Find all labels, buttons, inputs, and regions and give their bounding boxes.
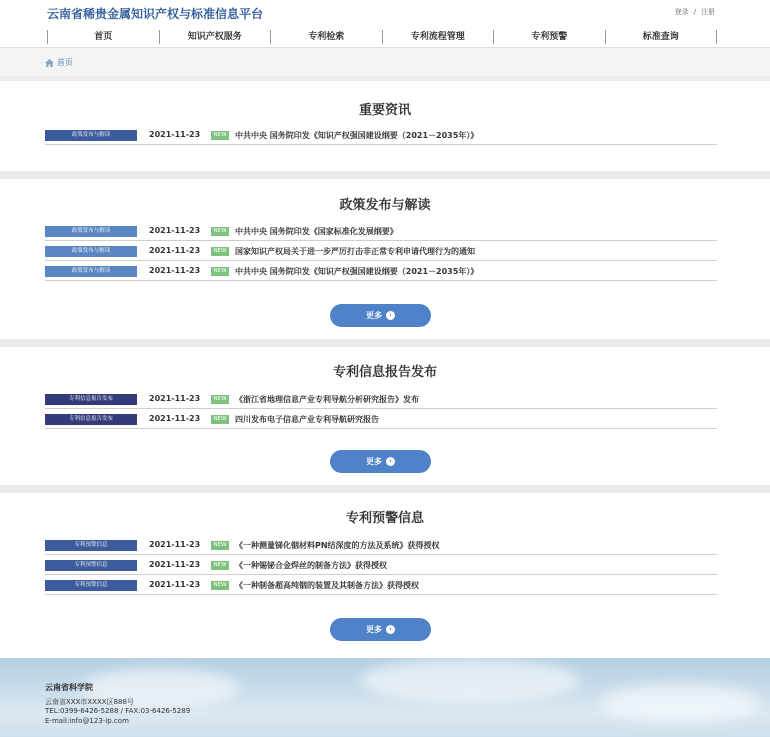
list-item[interactable] bbox=[45, 263, 717, 281]
item-title[interactable]: 《一种测量锑化铟材料PN结深度的方法及系统》获得授权 bbox=[235, 541, 440, 550]
item-title[interactable]: 中共中央 国务院印发《知识产权强国建设纲要（2021－2035年）》 bbox=[235, 131, 479, 140]
item-date: 2021-11-23 bbox=[149, 246, 201, 255]
section-policy bbox=[0, 179, 770, 339]
footer bbox=[0, 658, 770, 737]
list-item[interactable] bbox=[45, 391, 717, 409]
home-icon bbox=[45, 59, 54, 67]
new-badge: NEW bbox=[211, 395, 229, 404]
item-date: 2021-11-23 bbox=[149, 130, 201, 139]
list-item[interactable] bbox=[45, 223, 717, 241]
more-button-label: 更多 bbox=[366, 311, 382, 320]
new-badge: NEW bbox=[211, 581, 229, 590]
new-badge: NEW bbox=[211, 247, 229, 256]
item-date: 2021-11-23 bbox=[149, 580, 201, 589]
section-title: 专利信息报告发布 bbox=[332, 365, 437, 380]
new-badge: NEW bbox=[211, 541, 229, 550]
section-title: 专利预警信息 bbox=[345, 511, 424, 526]
section-important-news bbox=[0, 81, 770, 171]
register-link[interactable]: 注册 bbox=[701, 8, 715, 16]
list-item[interactable] bbox=[45, 557, 717, 575]
item-title[interactable]: 国家知识产权局关于进一步严厉打击非正常专利申请代理行为的通知 bbox=[235, 247, 475, 256]
nav-item-standard-query[interactable]: 标准查询 bbox=[606, 30, 718, 44]
section-patent-reports bbox=[0, 347, 770, 485]
item-title[interactable]: 中共中央 国务院印发《知识产权强国建设纲要（2021－2035年）》 bbox=[235, 267, 479, 276]
login-link[interactable]: 登录 bbox=[674, 8, 689, 16]
category-tag[interactable]: 专利预警信息 bbox=[45, 540, 137, 551]
footer-tel-fax: TEL:0399-6426-5288 / FAX:03-6426-5289 bbox=[45, 707, 191, 715]
section-patent-warning bbox=[0, 493, 770, 658]
site-title[interactable]: 云南省稀贵金属知识产权与标准信息平台 bbox=[47, 7, 264, 21]
category-tag[interactable]: 专利预警信息 bbox=[45, 580, 137, 591]
list-item[interactable] bbox=[45, 577, 717, 595]
item-date: 2021-11-23 bbox=[149, 540, 201, 549]
category-tag[interactable]: 专利信息报告发布 bbox=[45, 414, 137, 425]
new-badge: NEW bbox=[211, 227, 229, 236]
footer-address: 云南省XXX市XXXX区888号 bbox=[45, 698, 134, 706]
category-tag[interactable]: 政策发布与解读 bbox=[45, 226, 137, 237]
auth-separator: / bbox=[693, 8, 696, 16]
category-tag[interactable]: 专利信息报告发布 bbox=[45, 394, 137, 405]
new-badge: NEW bbox=[211, 131, 229, 140]
new-badge: NEW bbox=[211, 561, 229, 570]
more-button[interactable] bbox=[330, 618, 431, 641]
item-date: 2021-11-23 bbox=[149, 226, 201, 235]
category-tag[interactable]: 政策发布与解读 bbox=[45, 130, 137, 141]
category-tag[interactable]: 专利预警信息 bbox=[45, 560, 137, 571]
new-badge: NEW bbox=[211, 415, 229, 424]
more-button-label: 更多 bbox=[366, 625, 382, 634]
nav-item-ip-services[interactable]: 知识产权服务 bbox=[160, 30, 272, 44]
breadcrumb-home[interactable] bbox=[45, 57, 73, 68]
chevron-right-icon: › bbox=[386, 457, 395, 466]
main-nav bbox=[47, 30, 717, 44]
auth-links bbox=[675, 7, 715, 17]
category-tag[interactable]: 政策发布与解读 bbox=[45, 266, 137, 277]
item-date: 2021-11-23 bbox=[149, 266, 201, 275]
more-button-label: 更多 bbox=[366, 457, 382, 466]
nav-item-patent-process[interactable]: 专利流程管理 bbox=[383, 30, 495, 44]
item-date: 2021-11-23 bbox=[149, 394, 201, 403]
header bbox=[0, 0, 770, 47]
new-badge: NEW bbox=[211, 267, 229, 276]
item-date: 2021-11-23 bbox=[149, 414, 201, 423]
breadcrumb-home-label: 首页 bbox=[57, 58, 73, 67]
nav-item-patent-warning[interactable]: 专利预警 bbox=[494, 30, 606, 44]
chevron-right-icon: › bbox=[386, 311, 395, 320]
item-title[interactable]: 《浙江省地理信息产业专利导航分析研究报告》发布 bbox=[235, 395, 419, 404]
cloud-decoration bbox=[600, 683, 760, 723]
nav-item-home[interactable]: 首页 bbox=[48, 30, 160, 44]
item-title[interactable]: 中共中央 国务院印发《国家标准化发展纲要》 bbox=[235, 227, 398, 236]
category-tag[interactable]: 政策发布与解读 bbox=[45, 246, 137, 257]
breadcrumb bbox=[0, 48, 770, 76]
more-button[interactable] bbox=[330, 304, 431, 327]
cloud-decoration bbox=[360, 658, 580, 703]
footer-org: 云南省科学院 bbox=[45, 683, 93, 692]
list-item[interactable] bbox=[45, 127, 717, 145]
list-item[interactable] bbox=[45, 411, 717, 429]
nav-item-patent-search[interactable]: 专利检索 bbox=[271, 30, 383, 44]
item-title[interactable]: 四川发布电子信息产业专利导航研究报告 bbox=[235, 415, 379, 424]
list-item[interactable] bbox=[45, 243, 717, 261]
footer-email[interactable]: E-mail:info@123-ip.com bbox=[45, 717, 129, 725]
item-title[interactable]: 《一种锡铋合金焊丝的制备方法》获得授权 bbox=[235, 561, 387, 570]
item-title[interactable]: 《一种制备超高纯铟的装置及其制备方法》获得授权 bbox=[235, 581, 419, 590]
item-date: 2021-11-23 bbox=[149, 560, 201, 569]
section-title: 政策发布与解读 bbox=[339, 198, 431, 213]
chevron-right-icon: › bbox=[386, 625, 395, 634]
more-button[interactable] bbox=[330, 450, 431, 473]
section-title: 重要资讯 bbox=[358, 103, 411, 118]
list-item[interactable] bbox=[45, 537, 717, 555]
